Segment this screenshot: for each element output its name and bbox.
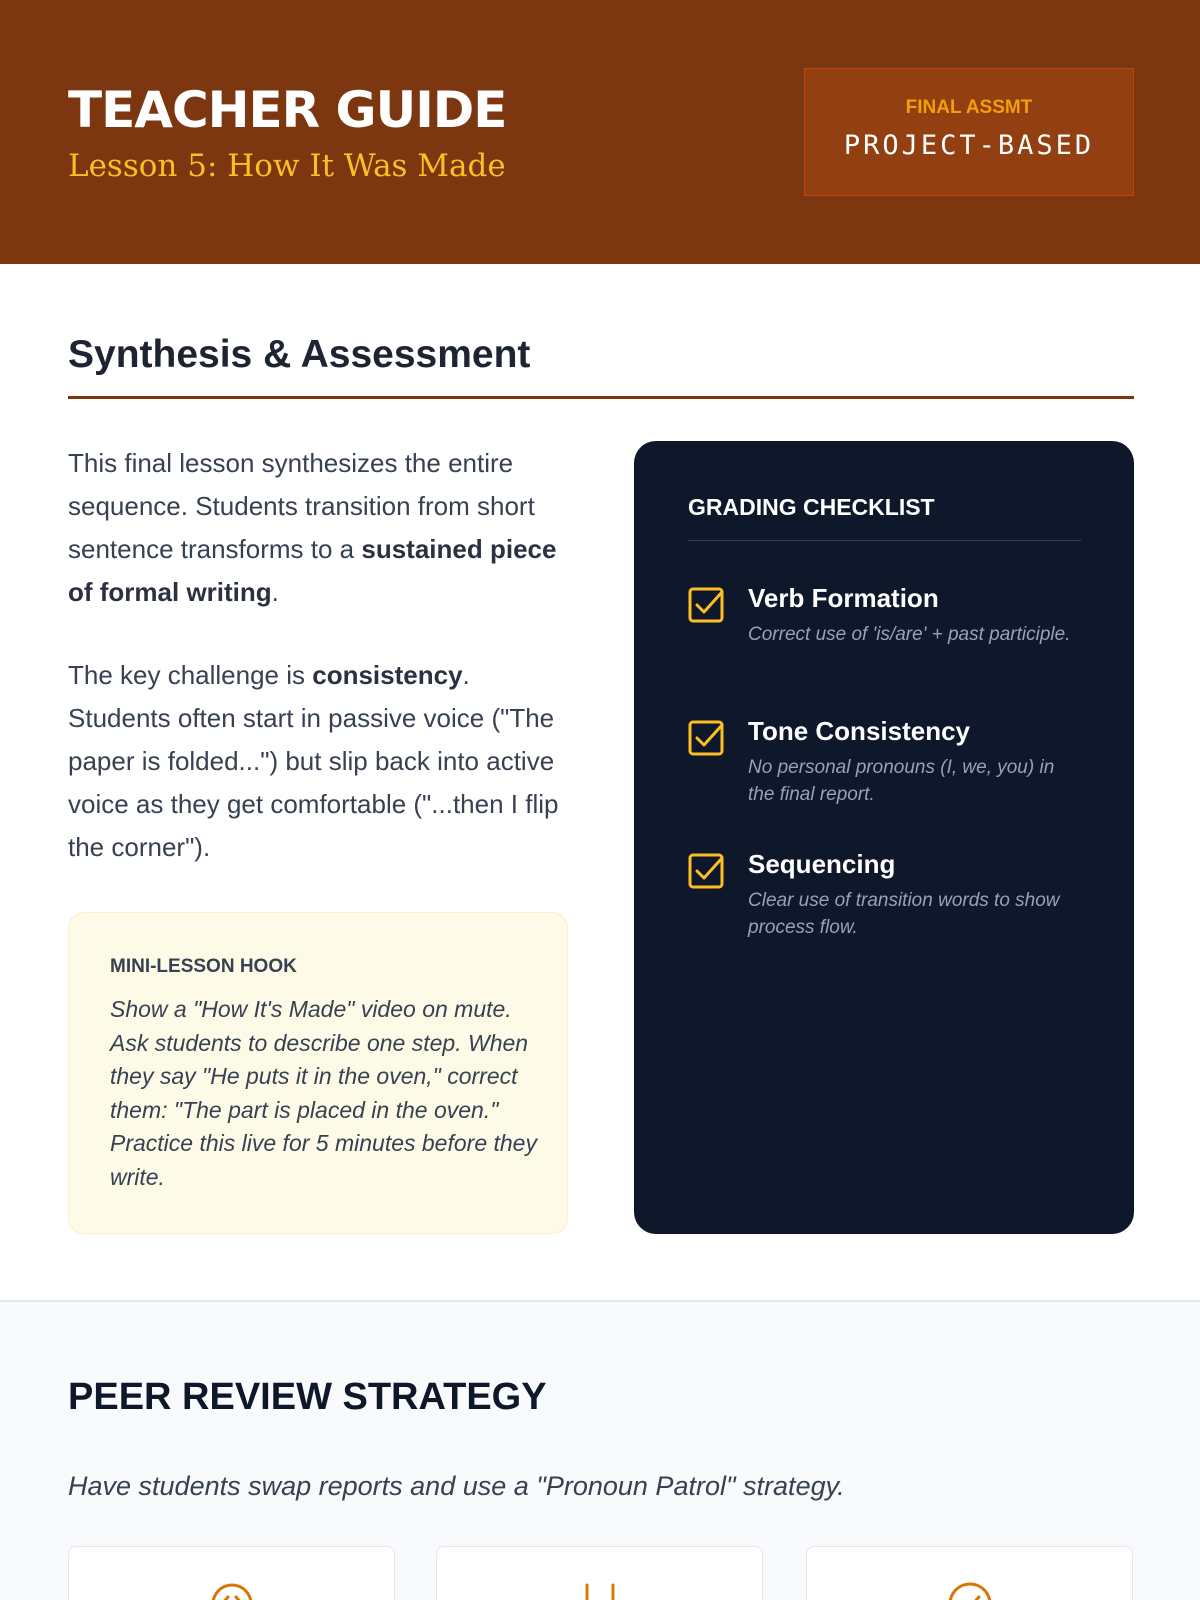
checklist-item-desc: Clear use of transition words to show process flow. (748, 890, 1060, 938)
checklist-item-label: Tone Consistency (748, 716, 971, 746)
paragraph-emphasis: consistency (312, 660, 463, 690)
checkbox-checked-icon (688, 587, 724, 623)
paragraph-text: . (271, 577, 279, 607)
checklist-title: GRADING CHECKLIST (688, 494, 935, 520)
magnet-icon (577, 1581, 623, 1600)
mini-lesson-hook-card (68, 912, 568, 1234)
section-divider (68, 396, 1134, 399)
peer-review-desc: Have students swap reports and use a "Pronoun Patrol" strategy. (68, 1471, 845, 1501)
checklist-item-desc: Correct use of 'is/are' + past participle. (748, 624, 1071, 645)
peer-review-section (0, 1300, 1200, 1600)
intro-text (68, 442, 568, 869)
intro-paragraph-1 (68, 442, 568, 614)
checkbox-checked-icon (688, 853, 724, 889)
page-title: TEACHER GUIDE (68, 81, 507, 139)
checklist-divider (688, 540, 1081, 541)
badge-value: PROJECT-BASED (843, 130, 1095, 161)
paragraph-text: This final lesson synthesizes the entire sequence. Students transition from short sentence transforms to a (68, 448, 535, 564)
paragraph-text: The key challenge is (68, 660, 313, 690)
checklist-item-desc: No personal pronouns (I, we, you) in the final report. (748, 757, 1055, 805)
checklist-item-label: Verb Formation (748, 583, 939, 613)
badge-kicker: FINAL ASSMT (905, 97, 1033, 118)
hook-body: Show a "How It's Made" video on mute. Ask students to describe one step. When they say "He puts it in the oven," correct them: "The part is placed in the oven." Practice this live for 5 minutes before they write. (110, 996, 537, 1190)
header-banner (0, 0, 1200, 264)
grading-checklist-panel (634, 441, 1134, 1234)
check-circle-icon (947, 1581, 993, 1600)
peer-review-card (806, 1546, 1133, 1600)
checkbox-checked-icon (688, 720, 724, 756)
paragraph-emphasis: sustained piece of formal writing (68, 534, 557, 607)
section-title: Synthesis & Assessment (68, 333, 531, 376)
hook-title: MINI-LESSON HOOK (110, 956, 297, 977)
peer-review-card (68, 1546, 395, 1600)
peer-review-title: PEER REVIEW STRATEGY (68, 1376, 547, 1418)
peer-review-card (436, 1546, 763, 1600)
checklist-item-label: Sequencing (748, 849, 896, 879)
eye-code-icon (209, 1581, 255, 1600)
intro-paragraph-2 (68, 654, 568, 869)
paragraph-text: . Students often start in passive voice ("The paper is folded...") but slip back into active voice as they get comfortable ("...then I flip the corner"). (68, 660, 559, 862)
assessment-badge (804, 68, 1134, 196)
lesson-subtitle: Lesson 5: How It Was Made (68, 148, 506, 184)
